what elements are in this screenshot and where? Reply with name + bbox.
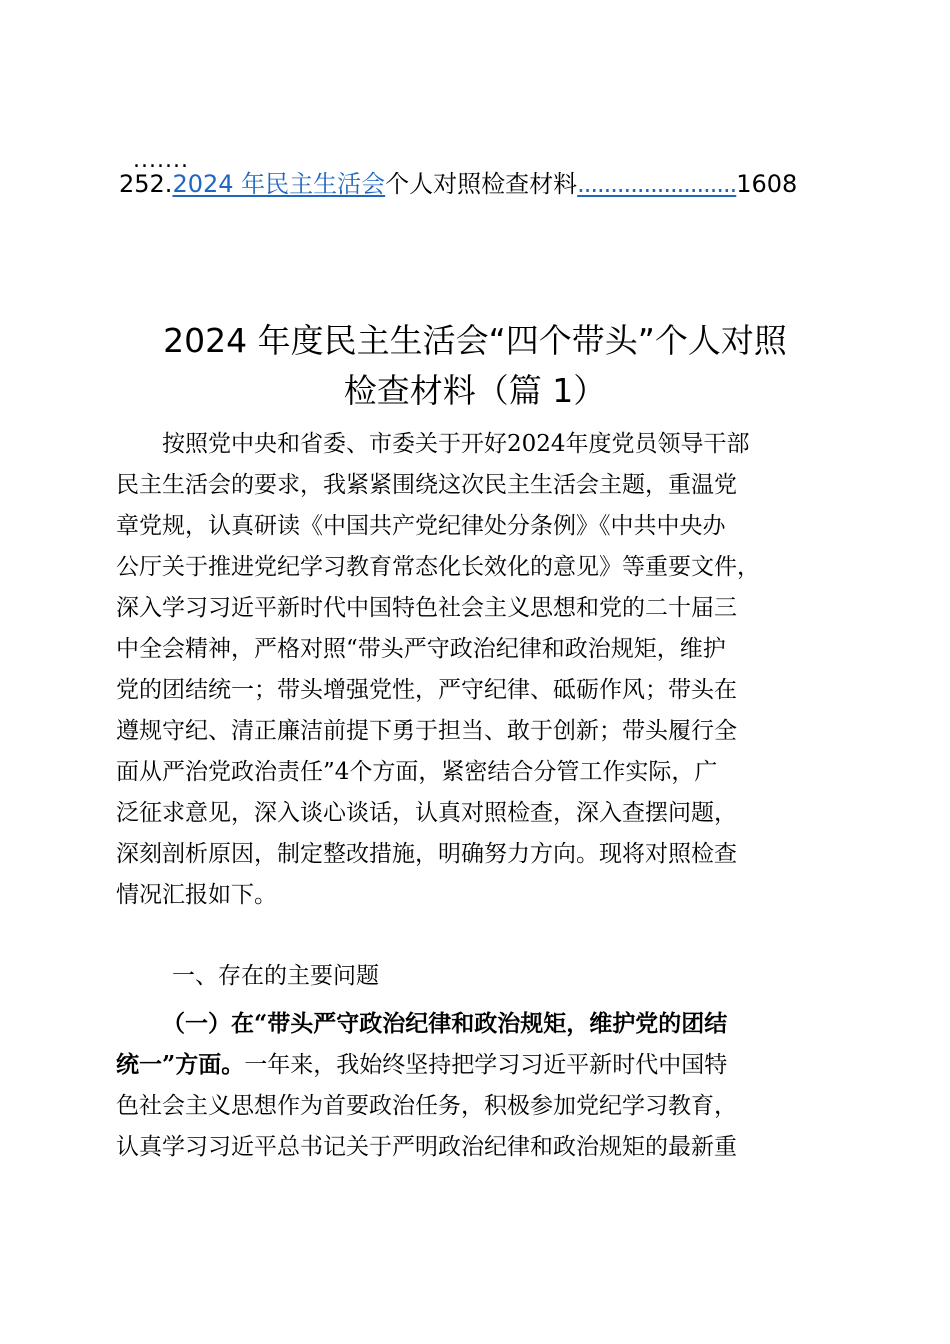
intro-line: 中全会精神，严格对照“带头严守政治纪律和政治规矩，维护 bbox=[116, 636, 726, 662]
subsection-1-line: 色社会主义思想作为首要政治任务，积极参加党纪学习教育， bbox=[116, 1093, 737, 1119]
intro-line: 遵规守纪、清正廉洁前提下勇于担当、敢于创新；带头履行全 bbox=[116, 718, 737, 744]
intro-line: 民主生活会的要求，我紧紧围绕这次民主生活会主题，重温党 bbox=[116, 472, 737, 498]
toc-entry-dots[interactable]: ........................ bbox=[577, 170, 737, 198]
intro-line: 党的团结统一；带头增强党性，严守纪律、砥砺作风；带头在 bbox=[116, 677, 737, 703]
subsection-1-line: 认真学习习近平总书记关于严明政治纪律和政治规矩的最新重 bbox=[116, 1134, 737, 1160]
subsection-1-lead-line-1: （一）在“带头严守政治纪律和政治规矩，维护党的团结 bbox=[162, 1010, 728, 1037]
subsection-1-line bbox=[116, 1044, 838, 1086]
intro-line: 章党规，认真研读《中国共产党纪律处分条例》《中共中央办 bbox=[116, 513, 726, 539]
intro-line: 深刻剖析原因，制定整改措施，明确努力方向。现将对照检查 bbox=[116, 841, 737, 867]
title-line-1: 2024 年度民主生活会“四个带头”个人对照 bbox=[163, 321, 787, 360]
toc-entry[interactable] bbox=[119, 168, 839, 200]
toc-entry-text: 个人对照检查材料 bbox=[385, 170, 578, 198]
subsection-1-lead-line-2: 统一”方面。 bbox=[116, 1051, 245, 1078]
title-line-2: 检查材料（篇 1） bbox=[343, 371, 607, 410]
intro-line: 公厅关于推进党纪学习教育常态化长效化的意见》等重要文件， bbox=[116, 554, 760, 580]
subsection-1-rest: 一年来，我始终坚持把学习习近平新时代中国特 bbox=[244, 1052, 728, 1078]
intro-line: 深入学习习近平新时代中国特色社会主义思想和党的二十届三 bbox=[116, 595, 737, 621]
section-heading-1: 一、存在的主要问题 bbox=[172, 963, 379, 989]
toc-entry-number: 252. bbox=[119, 170, 173, 198]
subsection-1-paragraph bbox=[116, 1003, 838, 1168]
intro-line: 面从严治党政治责任”4个方面，紧密结合分管工作实际，广 bbox=[116, 759, 718, 785]
intro-line: 泛征求意见，深入谈心谈话，认真对照检查，深入查摆问题， bbox=[116, 800, 737, 826]
intro-paragraph bbox=[116, 424, 838, 916]
intro-line: 按照党中央和省委、市委关于开好2024年度党员领导干部 bbox=[162, 431, 750, 457]
toc-ellipsis: ....... bbox=[133, 148, 189, 173]
document-title bbox=[100, 316, 850, 416]
toc-entry-page: 1608 bbox=[736, 170, 798, 198]
toc-entry-link[interactable]: 2024 年民主生活会 bbox=[172, 170, 386, 198]
intro-line: 情况汇报如下。 bbox=[116, 882, 277, 908]
